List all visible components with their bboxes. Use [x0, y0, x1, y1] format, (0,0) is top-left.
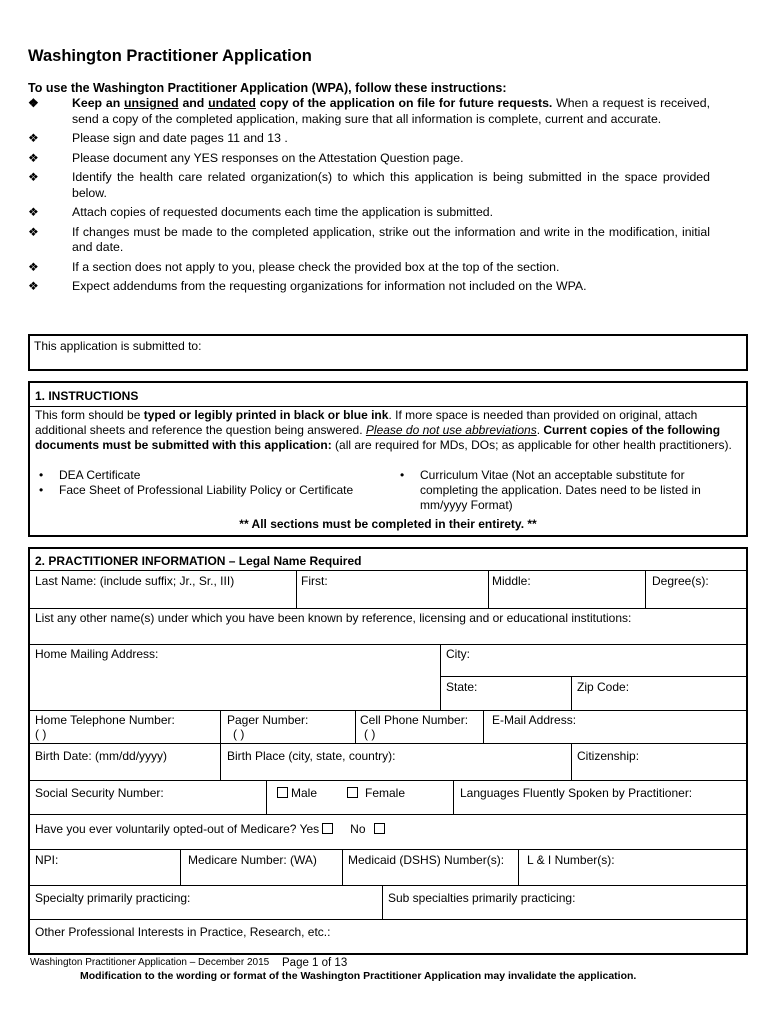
- divider: [453, 780, 454, 814]
- sub-specialties-field[interactable]: Sub specialties primarily practicing:: [388, 891, 576, 905]
- divider: [571, 743, 572, 780]
- instructions-paragraph: This form should be typed or legibly printed in black or blue ink. If more space is needed than provided on original, attach additional sheets and reference the question being answered. Please do not use abbreviations. Current copies of the following documents must be submitted with this application: (all are required for MDs, DOs; as applicable for other health practitioners).: [35, 408, 732, 452]
- divider: [355, 710, 356, 743]
- birth-date-field[interactable]: Birth Date: (mm/dd/yyyy): [35, 749, 168, 763]
- section-heading: 2. PRACTITIONER INFORMATION – Legal Name Required: [35, 554, 362, 568]
- list-item: ❖ Please sign and date pages 11 and 13 .: [28, 131, 288, 145]
- male-option[interactable]: Male: [274, 786, 317, 800]
- divider: [30, 570, 746, 571]
- list-item: ❖ Please document any YES responses on the Attestation Question page.: [28, 150, 464, 165]
- first-name-field[interactable]: First:: [301, 574, 328, 588]
- divider: [296, 570, 297, 608]
- diamond-bullet-icon: ❖: [28, 279, 39, 293]
- instruction-list: [28, 96, 710, 299]
- divider: [440, 644, 441, 710]
- divider: [30, 885, 746, 886]
- middle-name-field[interactable]: Middle:: [492, 574, 531, 588]
- diamond-bullet-icon: ❖: [28, 259, 39, 274]
- divider: [440, 676, 746, 677]
- list-item: ❖ If a section does not apply to you, please check the provided box at the top of the section.: [28, 259, 560, 274]
- divider: [645, 570, 646, 608]
- cell-phone-field[interactable]: Cell Phone Number:: [360, 713, 469, 727]
- area-code-paren: ( ): [233, 727, 245, 741]
- divider: [30, 814, 746, 815]
- degree-field[interactable]: Degree(s):: [652, 574, 709, 588]
- footer-note: Modification to the wording or format of the Washington Practitioner Application may invalidate the application.: [80, 970, 637, 982]
- intro-heading: To use the Washington Practitioner Application (WPA), follow these instructions:: [28, 81, 507, 95]
- all-sections-note: ** All sections must be completed in their entirety. **: [239, 517, 537, 531]
- divider: [571, 676, 572, 710]
- list-item: • Face Sheet of Professional Liability Policy or Certificate: [35, 483, 375, 498]
- section-heading: 1. INSTRUCTIONS: [35, 389, 139, 403]
- page-title: Washington Practitioner Application: [28, 47, 312, 65]
- ssn-field[interactable]: Social Security Number:: [35, 786, 164, 800]
- page-number: Page 1 of 13: [282, 957, 348, 969]
- footer-doc-title: Washington Practitioner Application – December 2015: [30, 957, 270, 968]
- no-checkbox[interactable]: [374, 823, 385, 834]
- list-item: ❖ Identify the health care related organization(s) to which this application is being submitted in the space provided below.: [28, 170, 710, 200]
- home-phone-field[interactable]: Home Telephone Number:: [35, 713, 175, 727]
- city-field[interactable]: City:: [446, 647, 470, 661]
- divider: [30, 743, 746, 744]
- divider: [518, 849, 519, 885]
- divider: [30, 780, 746, 781]
- divider: [488, 570, 489, 608]
- medicare-number-field[interactable]: Medicare Number: (WA): [188, 853, 317, 867]
- medicare-optout-question: Have you ever voluntarily opted-out of Medicare? Yes No: [35, 822, 388, 836]
- languages-field[interactable]: Languages Fluently Spoken by Practitioner:: [460, 786, 693, 800]
- list-item: ❖ Attach copies of requested documents each time the application is submitted.: [28, 205, 494, 219]
- medicaid-number-field[interactable]: Medicaid (DSHS) Number(s):: [348, 853, 505, 867]
- practitioner-info-section: [28, 547, 748, 955]
- list-item: ❖ Keep an unsigned and undated copy of the application on file for future requests. When a request is received, send a copy of the completed application, making sure that all information is complete, current and accurate.: [28, 96, 710, 126]
- divider: [483, 710, 484, 743]
- birth-place-field[interactable]: Birth Place (city, state, country):: [227, 749, 396, 763]
- divider: [342, 849, 343, 885]
- zip-code-field[interactable]: Zip Code:: [577, 680, 630, 694]
- diamond-bullet-icon: ❖: [28, 150, 39, 165]
- list-item: ❖ Expect addendums from the requesting organizations for information not included on the WPA.: [28, 279, 587, 293]
- li-number-field[interactable]: L & I Number(s):: [527, 853, 615, 867]
- divider: [30, 644, 746, 645]
- state-field[interactable]: State:: [446, 680, 478, 694]
- home-address-field[interactable]: Home Mailing Address:: [35, 647, 159, 661]
- divider: [30, 710, 746, 711]
- required-docs-right: [396, 468, 716, 513]
- male-checkbox[interactable]: [277, 787, 288, 798]
- divider: [382, 885, 383, 919]
- diamond-bullet-icon: ❖: [28, 205, 39, 219]
- required-docs-left: [35, 468, 375, 498]
- diamond-bullet-icon: ❖: [28, 131, 39, 145]
- list-item: ❖ If changes must be made to the completed application, strike out the information and write in the modification, initial and date.: [28, 224, 710, 254]
- divider: [180, 849, 181, 885]
- pager-field[interactable]: Pager Number:: [227, 713, 309, 727]
- divider: [220, 710, 221, 780]
- female-option[interactable]: Female: [344, 786, 405, 800]
- submitted-to-label: This application is submitted to:: [34, 339, 202, 353]
- divider: [30, 406, 746, 407]
- other-interests-field[interactable]: Other Professional Interests in Practice, Research, etc.:: [35, 925, 331, 939]
- divider: [266, 780, 267, 814]
- npi-field[interactable]: NPI:: [35, 853, 59, 867]
- list-item: • Curriculum Vitae (Not an acceptable substitute for completing the application. Dates need to be listed in mm/yyyy Format): [396, 468, 716, 513]
- diamond-bullet-icon: ❖: [28, 170, 39, 184]
- diamond-bullet-icon: ❖: [28, 96, 39, 110]
- email-field[interactable]: E-Mail Address:: [492, 713, 577, 727]
- citizenship-field[interactable]: Citizenship:: [577, 749, 640, 763]
- area-code-paren: ( ): [364, 727, 376, 741]
- instructions-section: [28, 381, 748, 537]
- divider: [30, 849, 746, 850]
- last-name-field[interactable]: Last Name: (include suffix; Jr., Sr., III): [35, 574, 235, 588]
- other-names-field[interactable]: List any other name(s) under which you have been known by reference, licensing and or educational institutions:: [35, 611, 632, 625]
- submitted-to-field[interactable]: [28, 334, 748, 371]
- diamond-bullet-icon: ❖: [28, 224, 39, 239]
- female-checkbox[interactable]: [347, 787, 358, 798]
- yes-checkbox[interactable]: [322, 823, 333, 834]
- divider: [30, 919, 746, 920]
- list-item: • DEA Certificate: [35, 468, 375, 483]
- area-code-paren: ( ): [35, 727, 47, 741]
- specialty-field[interactable]: Specialty primarily practicing:: [35, 891, 191, 905]
- divider: [30, 608, 746, 609]
